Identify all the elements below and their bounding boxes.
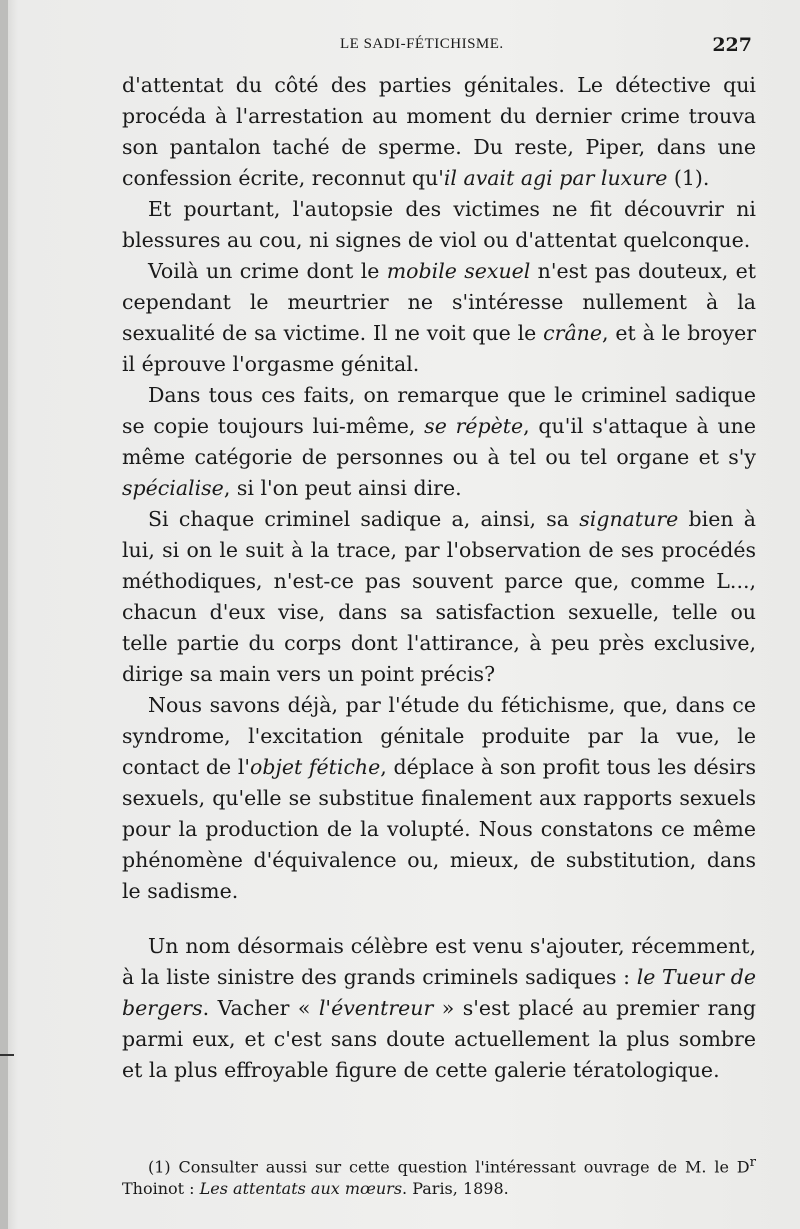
text-run: Thoinot : xyxy=(122,1179,200,1199)
text-run: , si l'on peut ainsi dire. xyxy=(223,476,462,500)
page-number: 227 xyxy=(712,34,752,56)
text-run: Un nom désormais célèbre est venu s'ajouter, récemment, à la liste sinistre des grands criminels sadiques : xyxy=(122,934,756,989)
paragraph xyxy=(122,256,756,380)
paragraph xyxy=(122,690,756,907)
italic-text: signature xyxy=(579,507,679,531)
footnotes xyxy=(122,1152,756,1200)
paragraph xyxy=(122,380,756,504)
italic-text: spécialise xyxy=(122,476,224,500)
text-run: Nous savons déjà, par l'étude du fétichisme, que, dans ce syndrome, l'excitation génitale produite par la vue, le contact de l' xyxy=(122,693,756,779)
text-run: (1). xyxy=(667,166,710,190)
text-run: , qu'il s'attaque à une même catégorie de personnes ou à tel ou tel organe et s'y xyxy=(122,414,756,469)
text-run: , et à le broyer il éprouve l'orgasme génital. xyxy=(122,321,757,376)
italic-text: l'éventreur xyxy=(318,996,434,1020)
italic-text: il avait agi par luxure xyxy=(443,166,668,190)
text-run: d'attentat du côté des parties génitales. Le détective qui procéda à l'arrestation au moment du dernier crime trouva son pantalon taché de sperme. Du reste, Piper, dans une confession écrite, reconnut qu' xyxy=(122,73,756,190)
text-run: Dans tous ces faits, on remarque que le criminel sadique se copie toujours lui-même, xyxy=(122,383,756,438)
text-run: Voilà un crime dont le xyxy=(148,259,387,283)
italic-text: crâne xyxy=(543,321,603,345)
text-run: Si chaque criminel sadique a, ainsi, sa xyxy=(148,507,580,531)
text-run: Et pourtant, l'autopsie des victimes ne fit découvrir ni blessures au cou, ni signes de viol ou d'attentat quelconque. xyxy=(122,197,756,252)
footnote xyxy=(122,1152,756,1200)
running-title: LE SADI-FÉTICHISME. xyxy=(340,36,504,52)
text-run: . Paris, 1898. xyxy=(402,1179,509,1199)
italic-text: mobile sexuel xyxy=(386,259,531,283)
page-left-edge xyxy=(0,0,8,1229)
text-run: . Vacher « xyxy=(202,996,319,1020)
margin-mark xyxy=(0,1054,14,1056)
text-run: (1) Consulter aussi sur cette question l'intéressant ouvrage de M. le D xyxy=(148,1157,750,1177)
superscript: r xyxy=(749,1155,756,1170)
italic-text: le Tueur de bergers xyxy=(122,965,756,1020)
paragraph xyxy=(122,70,756,194)
paragraph xyxy=(122,931,756,1086)
paragraph xyxy=(122,194,756,256)
italic-text: objet fétiche xyxy=(250,755,381,779)
text-run: bien à lui, si on le suit à la trace, par l'observation de ses procédés méthodiques, n'est-ce pas souvent parce que, comme L..., chacun d'eux vise, dans sa satisfaction sexuelle, telle ou telle partie du corps dont l'attirance, à peu près exclusive, dirige sa main vers un point précis? xyxy=(122,507,756,686)
paragraph xyxy=(122,504,756,690)
italic-text: Les attentats aux mœurs xyxy=(199,1179,403,1199)
text-run: n'est pas douteux, et cependant le meurtrier ne s'intéresse nullement à la sexualité de sa victime. Il ne voit que le xyxy=(122,259,756,345)
italic-text: se répète xyxy=(424,414,524,438)
page-body xyxy=(122,70,756,1086)
text-run: , déplace à son profit tous les désirs sexuels, qu'elle se substitue finalement aux rapports sexuels pour la production de la volupté. Nous constatons ce même phénomène d'équivalence ou, mieux, de substitution, dans le sadisme. xyxy=(122,755,757,903)
page-header xyxy=(0,34,800,60)
text-run: » s'est placé au premier rang parmi eux, et c'est sans doute actuellement la plus sombre et la plus effroyable figure de cette galerie tératologique. xyxy=(122,996,756,1082)
